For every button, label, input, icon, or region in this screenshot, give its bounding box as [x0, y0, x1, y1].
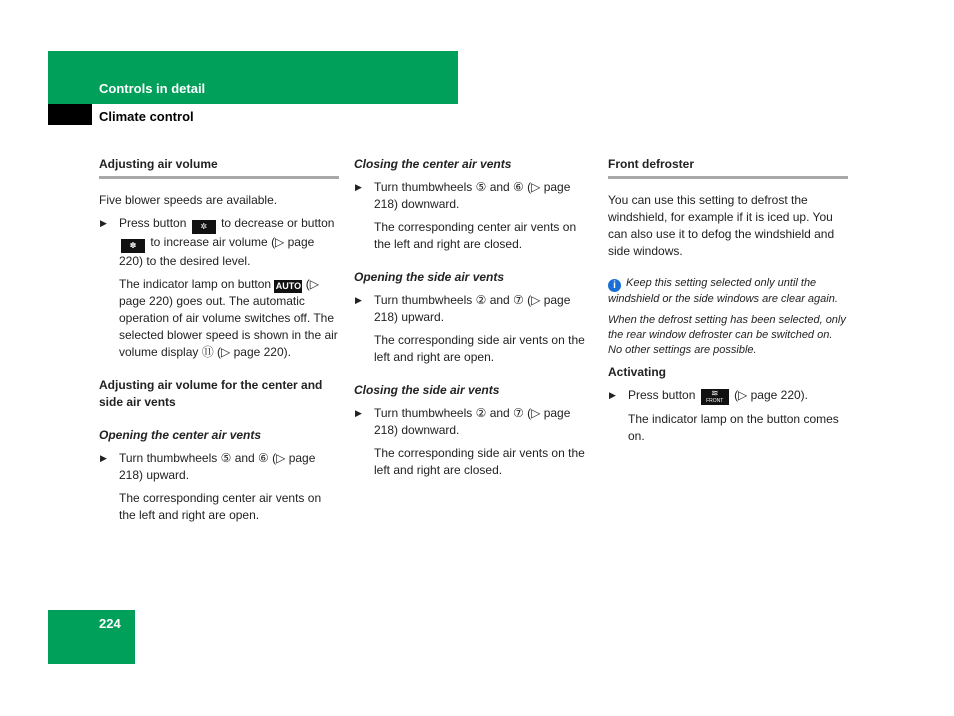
fan-increase-button-icon: ✽	[121, 239, 145, 253]
intro-text: Five blower speeds are available.	[99, 193, 278, 207]
step-press-defrost	[608, 387, 848, 405]
fan-decrease-button-icon: ✲	[192, 220, 216, 234]
heading-adjusting-air-volume: Adjusting air volume	[99, 156, 339, 179]
step-close-side-vents	[354, 405, 594, 439]
step-press-fan-buttons	[99, 215, 339, 270]
intro-text: You can use this setting to defrost the windshield, for example if it is iced up. You can also use it to defog the windshield and side windows.	[608, 193, 835, 258]
step-text-a: Press button	[119, 216, 187, 230]
step-close-center-vents	[354, 179, 594, 213]
step-arrow-icon: ▶	[609, 390, 616, 400]
auto-button-icon: AUTO	[275, 281, 302, 291]
note-text-b: (▷ page 220) goes out. The automatic operation of air volume switches off. The selected blower speed is shown in the air volume display ⑪ (▷ page 220).	[119, 277, 338, 359]
note-text-a: The indicator lamp on button	[119, 277, 272, 291]
step-open-side-vents	[354, 292, 594, 326]
info-note	[608, 276, 848, 307]
section-title: Controls in detail	[99, 81, 206, 96]
step-text: Turn thumbwheels ⑤ and ⑥ (▷ page 218) downward.	[374, 180, 571, 211]
step-arrow-icon: ▶	[100, 218, 107, 228]
step-text-c: to increase air volume (▷ page 220) to the desired level.	[119, 235, 315, 268]
info-note-text: Keep this setting selected only until the windshield or the side windows are clear again.	[608, 277, 838, 305]
auto-lamp-note	[99, 276, 339, 361]
step-text-b: (▷ page 220).	[734, 388, 809, 402]
front-label: FRONT	[706, 398, 724, 404]
subheading-activating: Activating	[608, 365, 667, 379]
column-1	[99, 156, 339, 524]
note-text: When the defrost setting has been selected, only the rear window defroster can be switched on. No other settings are possible.	[608, 314, 846, 356]
heading-front-defroster: Front defroster	[608, 156, 848, 179]
heading-center-side-vents: Adjusting air volume for the center and side air vents	[99, 378, 323, 409]
page-number-box	[48, 610, 135, 664]
subsection-title: Climate control	[99, 109, 194, 124]
defrost-icon: ≋	[710, 388, 719, 398]
defrost-button-icon	[701, 389, 729, 405]
result-text: The corresponding side air vents on the left and right are closed.	[374, 446, 585, 477]
step-arrow-icon: ▶	[355, 408, 362, 418]
column-2	[354, 156, 594, 479]
subheading-opening-center-vents: Opening the center air vents	[99, 428, 262, 442]
result-text: The indicator lamp on the button comes on.	[628, 412, 839, 443]
result-text: The corresponding center air vents on the left and right are open.	[119, 491, 322, 522]
step-arrow-icon: ▶	[355, 182, 362, 192]
step-text-a: Press button	[628, 388, 696, 402]
step-arrow-icon: ▶	[355, 295, 362, 305]
header-tab-marker	[48, 104, 92, 125]
step-text-b: to decrease or button	[221, 216, 335, 230]
page-number: 224	[99, 616, 121, 631]
step-text: Turn thumbwheels ② and ⑦ (▷ page 218) downward.	[374, 406, 571, 437]
subheading-closing-side-vents: Closing the side air vents	[354, 383, 500, 397]
column-3	[608, 156, 848, 445]
result-text: The corresponding side air vents on the left and right are open.	[374, 333, 585, 364]
result-text: The corresponding center air vents on the left and right are closed.	[374, 220, 577, 251]
step-text: Turn thumbwheels ⑤ and ⑥ (▷ page 218) upward.	[119, 451, 316, 482]
info-icon: i	[608, 279, 621, 292]
subheading-closing-center-vents: Closing the center air vents	[354, 157, 512, 171]
subheading-opening-side-vents: Opening the side air vents	[354, 270, 505, 284]
step-arrow-icon: ▶	[100, 453, 107, 463]
step-open-center-vents	[99, 450, 339, 484]
step-text: Turn thumbwheels ② and ⑦ (▷ page 218) upward.	[374, 293, 571, 324]
